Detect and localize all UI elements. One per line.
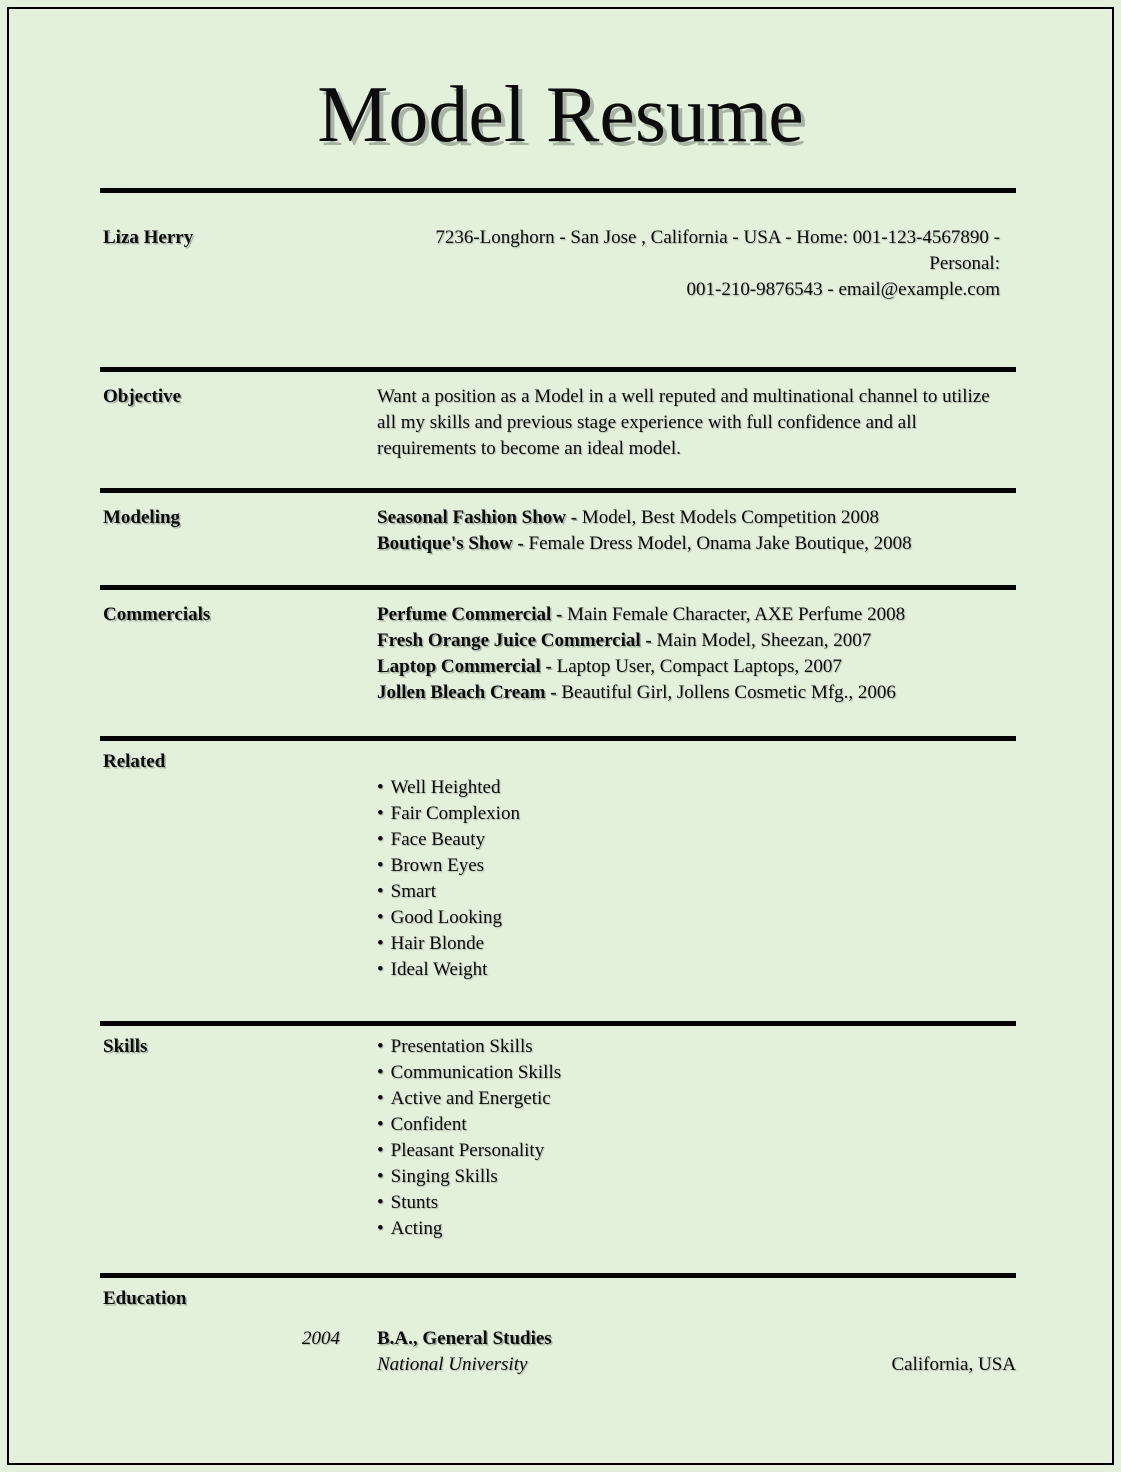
contact-header <box>100 225 1016 303</box>
list-item <box>377 1034 1016 1060</box>
education-year-spacer <box>100 1352 377 1378</box>
section-education <box>100 1278 1016 1378</box>
section-related <box>100 741 1016 1021</box>
section-label-modeling: Modeling <box>103 507 181 528</box>
list-item-text: Singing Skills <box>390 1166 498 1187</box>
bullet-icon: • <box>377 1088 384 1109</box>
bullet-icon: • <box>377 1114 384 1135</box>
bullet-icon: • <box>377 1140 384 1161</box>
bullet-icon: • <box>377 777 384 798</box>
list-item <box>377 1060 1016 1086</box>
related-content <box>377 749 1016 983</box>
list-item-text: Well Heighted <box>390 777 501 798</box>
list-item-text: Smart <box>390 881 437 902</box>
list-item <box>377 1190 1016 1216</box>
list-item <box>377 905 1016 931</box>
list-item <box>377 1138 1016 1164</box>
entry-title: Fresh Orange Juice Commercial - <box>377 630 652 651</box>
list-item-text: Brown Eyes <box>390 855 485 876</box>
bullet-icon: • <box>377 829 384 850</box>
list-item-text: Face Beauty <box>390 829 486 850</box>
entry-title: Seasonal Fashion Show - <box>377 507 578 528</box>
education-year: 2004 <box>302 1328 340 1349</box>
list-item-text: Communication Skills <box>390 1062 562 1083</box>
commercial-entry <box>377 680 1016 706</box>
skills-content <box>377 1034 1016 1242</box>
objective-line: requirements to become an ideal model. <box>377 438 681 459</box>
entry-detail: Female Dress Model, Onama Jake Boutique, 2008 <box>528 533 912 554</box>
list-item <box>377 1164 1016 1190</box>
entry-detail: Beautiful Girl, Jollens Cosmetic Mfg., 2006 <box>561 682 896 703</box>
education-location: California, USA <box>891 1354 1016 1375</box>
list-item-text: Hair Blonde <box>390 933 485 954</box>
list-item <box>377 1216 1016 1242</box>
education-institution-row <box>100 1352 1016 1378</box>
entry-title: Jollen Bleach Cream - <box>377 682 557 703</box>
entry-detail: Main Model, Sheezan, 2007 <box>656 630 872 651</box>
section-skills <box>100 1026 1016 1273</box>
education-label-row <box>100 1278 1016 1312</box>
contact-block <box>377 225 1016 303</box>
education-degree-row <box>100 1326 1016 1352</box>
commercials-entries <box>377 602 1016 706</box>
bullet-icon: • <box>377 1062 384 1083</box>
list-item <box>377 1086 1016 1112</box>
bullet-icon: • <box>377 959 384 980</box>
bullet-icon: • <box>377 1192 384 1213</box>
entry-title: Boutique's Show - <box>377 533 524 554</box>
objective-line: Want a position as a Model in a well reputed and multinational channel to utilize <box>377 386 990 407</box>
list-item-text: Pleasant Personality <box>390 1140 545 1161</box>
commercial-entry <box>377 654 1016 680</box>
bullet-icon: • <box>377 803 384 824</box>
commercial-entry <box>377 628 1016 654</box>
document-content <box>100 188 1016 1378</box>
contact-line-1: 7236-Longhorn - San Jose , California - USA - Home: 001-123-4567890 - Personal: <box>435 227 1000 274</box>
entry-detail: Model, Best Models Competition 2008 <box>581 507 879 528</box>
list-item-text: Stunts <box>390 1192 439 1213</box>
contact-line-2: 001-210-9876543 - email@example.com <box>686 279 1000 300</box>
candidate-name: Liza Herry <box>103 227 194 248</box>
bullet-icon: • <box>377 907 384 928</box>
related-list <box>377 775 1016 983</box>
entry-title: Laptop Commercial - <box>377 656 552 677</box>
list-item <box>377 853 1016 879</box>
list-item <box>377 1112 1016 1138</box>
list-item-text: Ideal Weight <box>390 959 488 980</box>
list-item-text: Confident <box>390 1114 467 1135</box>
skills-list <box>377 1034 1016 1242</box>
list-item <box>377 931 1016 957</box>
list-item-text: Fair Complexion <box>390 803 520 824</box>
commercial-entry <box>377 602 1016 628</box>
list-item-text: Good Looking <box>390 907 503 928</box>
list-item <box>377 801 1016 827</box>
bullet-icon: • <box>377 855 384 876</box>
list-item <box>377 827 1016 853</box>
list-item <box>377 957 1016 983</box>
entry-detail: Laptop User, Compact Laptops, 2007 <box>556 656 842 677</box>
list-item <box>377 879 1016 905</box>
bullet-icon: • <box>377 881 384 902</box>
bullet-icon: • <box>377 1218 384 1239</box>
modeling-entry <box>377 505 1016 531</box>
list-item-text: Active and Energetic <box>390 1088 551 1109</box>
section-label-related: Related <box>103 751 166 772</box>
section-commercials <box>100 590 1016 736</box>
modeling-entry <box>377 531 1016 557</box>
section-label-skills: Skills <box>103 1036 148 1057</box>
list-item-text: Presentation Skills <box>390 1036 533 1057</box>
bullet-icon: • <box>377 1036 384 1057</box>
section-modeling <box>100 493 1016 585</box>
objective-text <box>377 384 1016 462</box>
list-item <box>377 775 1016 801</box>
objective-line: all my skills and previous stage experience with full confidence and all <box>377 412 917 433</box>
section-objective <box>100 372 1016 488</box>
page-title: Model Resume <box>317 71 804 159</box>
bullet-icon: • <box>377 933 384 954</box>
education-institution: National University <box>377 1354 528 1375</box>
section-label-commercials: Commercials <box>103 604 211 625</box>
list-item-text: Acting <box>390 1218 443 1239</box>
section-label-objective: Objective <box>103 386 182 407</box>
modeling-entries <box>377 505 1016 557</box>
education-degree: B.A., General Studies <box>377 1328 552 1349</box>
divider-header <box>100 188 1016 193</box>
section-label-education: Education <box>103 1288 187 1309</box>
entry-title: Perfume Commercial - <box>377 604 563 625</box>
entry-detail: Main Female Character, AXE Perfume 2008 <box>567 604 906 625</box>
bullet-icon: • <box>377 1166 384 1187</box>
